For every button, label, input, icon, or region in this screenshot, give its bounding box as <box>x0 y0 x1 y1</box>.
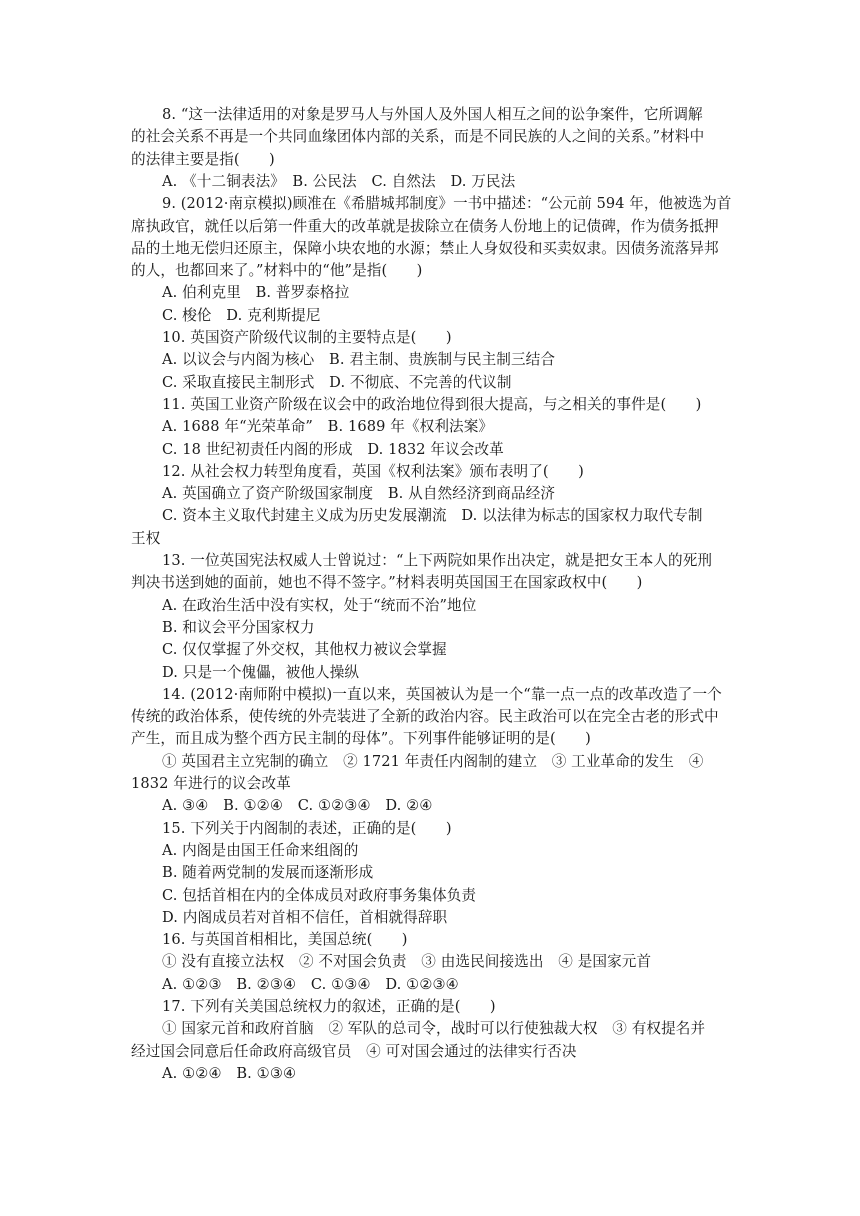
text-line: ① 英国君主立宪制的确立 ② 1721 年责任内阁制的建立 ③ 工业革命的发生 ④ <box>162 752 704 770</box>
text-line: 王权 <box>131 529 161 547</box>
text-line: A. 英国确立了资产阶级国家制度 B. 从自然经济到商品经济 <box>162 485 556 503</box>
text-line: 9. (2012·南京模拟)顾准在《希腊城邦制度》一书中描述：“公元前 594 年，他被选为首 <box>162 195 732 213</box>
text-line: A. 1688 年“光荣革命” B. 1689 年《权利法案》 <box>162 418 494 436</box>
text-line: 席执政官，就任以后第一件重大的改革就是拔除立在债务人份地上的记债碑，作为债务抵押 <box>131 217 719 235</box>
text-line: D. 内阁成员若对首相不信任，首相就得辞职 <box>162 908 448 926</box>
text-line: 1832 年进行的议会改革 <box>131 775 291 792</box>
text-line: 14. (2012·南师附中模拟)一直以来，英国被认为是一个“靠一点一点的改革改造了一个 <box>162 685 722 703</box>
text-line: 传统的政治体系，使传统的外壳装进了全新的政治内容。民主政治可以在完全古老的形式中 <box>131 708 719 726</box>
text-line: 12. 从社会权力转型角度看，英国《权利法案》颁布表明了( ) <box>162 462 584 480</box>
text-line: 13. 一位英国宪法权威人士曾说过：“上下两院如果作出决定，就是把女王本人的死刑 <box>162 552 713 569</box>
text-line: C. 18 世纪初责任内阁的形成 D. 1832 年议会改革 <box>162 440 504 458</box>
text-line: 的法律主要是指( ) <box>131 150 275 168</box>
text-line: 判决书送到她的面前，她也不得不签字。”材料表明英国国王在国家政权中( ) <box>131 574 643 592</box>
text-line: 的社会关系不再是一个共同血缘团体内部的关系，而是不同民族的人之间的关系。”材料中 <box>131 128 705 146</box>
text-line: C. 梭伦 D. 克利斯提尼 <box>162 306 321 324</box>
text-line: 11. 英国工业资产阶级在议会中的政治地位得到很大提高，与之相关的事件是( ) <box>162 395 702 413</box>
text-line: C. 资本主义取代封建主义成为历史发展潮流 D. 以法律为标志的国家权力取代专制 <box>162 507 703 525</box>
text-line: 10. 英国资产阶级代议制的主要特点是( ) <box>162 329 452 346</box>
text-line: B. 随着两党制的发展而逐渐形成 <box>162 864 374 882</box>
text-line: 8. “这一法律适用的对象是罗马人与外国人及外国人相互之间的讼争案件，它所调解 <box>162 106 703 123</box>
text-line: D. 只是一个傀儡，被他人操纵 <box>162 663 360 681</box>
text-line: A. 在政治生活中没有实权，处于“统而不治”地位 <box>162 596 477 614</box>
text-line: C. 采取直接民主制形式 D. 不彻底、不完善的代议制 <box>162 373 512 391</box>
text-line: A. ③④ B. ①②④ C. ①②③④ D. ②④ <box>162 797 433 815</box>
text-line: A. 伯利克里 B. 普罗泰格拉 <box>162 284 350 302</box>
text-line: A. 《十二铜表法》 B. 公民法 C. 自然法 D. 万民法 <box>162 172 516 190</box>
text-line: ① 没有直接立法权 ② 不对国会负责 ③ 由选民间接选出 ④ 是国家元首 <box>162 953 652 971</box>
text-line: 产生，而且成为整个西方民主制的母体”。下列事件能够证明的是( ) <box>131 730 591 748</box>
text-line: C. 包括首相在内的全体成员对政府事务集体负责 <box>162 886 477 904</box>
text-line: B. 和议会平分国家权力 <box>162 618 315 636</box>
text-line: C. 仅仅掌握了外交权，其他权力被议会掌握 <box>162 641 447 659</box>
text-line: 品的土地无偿归还原主，保障小块农地的水源；禁止人身奴役和买卖奴隶。因债务流落异邦 <box>131 239 719 257</box>
text-line: A. 以议会与内阁为核心 B. 君主制、贵族制与民主制三结合 <box>162 351 556 369</box>
text-line: 15. 下列关于内阁制的表述，正确的是( ) <box>162 819 452 837</box>
text-line: 经过国会同意后任命政府高级官员 ④ 可对国会通过的法律实行否决 <box>131 1042 577 1060</box>
text-line: A. 内阁是由国王任命来组阁的 <box>162 841 359 859</box>
text-line: A. ①②④ B. ①③④ <box>162 1064 297 1082</box>
text-line: 17. 下列有关美国总统权力的叙述，正确的是( ) <box>162 998 496 1015</box>
text-line: 16. 与英国首相相比，美国总统( ) <box>162 931 408 949</box>
text-line: 的人，也都回来了。”材料中的“他”是指( ) <box>131 262 423 280</box>
text-line: ① 国家元首和政府首脑 ② 军队的总司令，战时可以行使独裁大权 ③ 有权提名并 <box>162 1020 706 1038</box>
text-line: A. ①②③ B. ②③④ C. ①③④ D. ①②③④ <box>162 975 459 993</box>
